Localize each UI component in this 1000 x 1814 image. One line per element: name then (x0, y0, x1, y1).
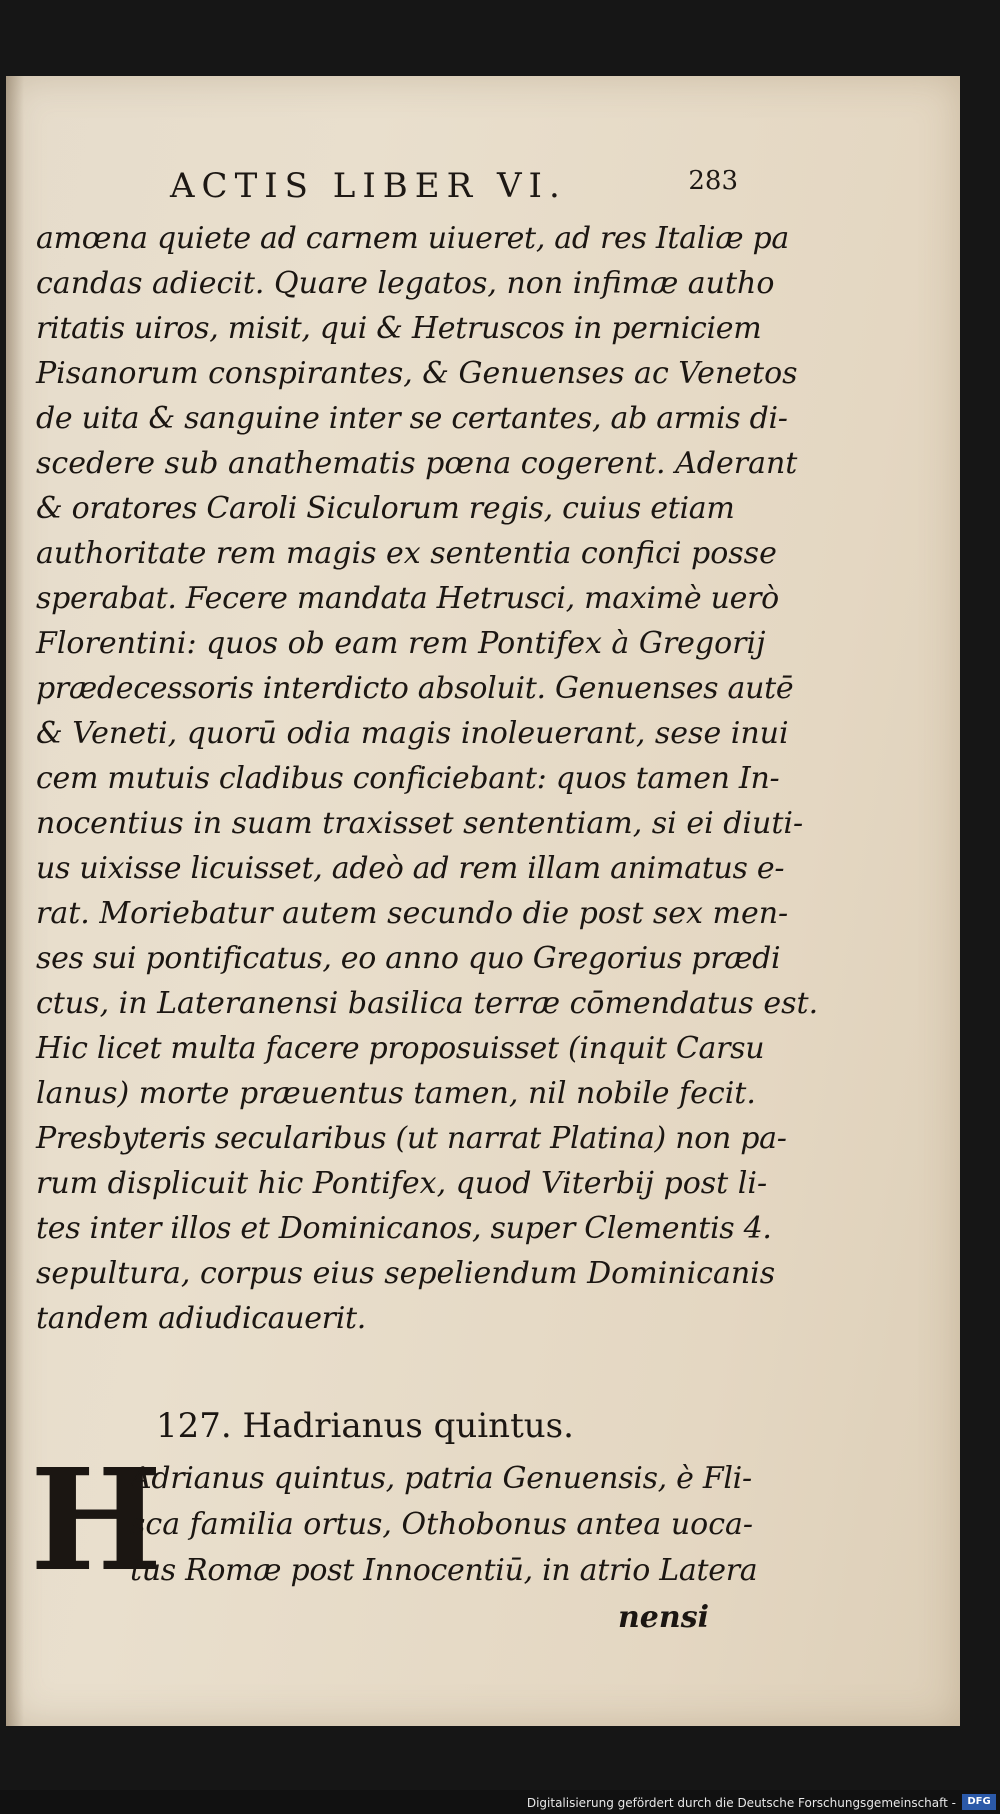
footer-bar (0, 1790, 1000, 1814)
dfg-logo-icon: DFG (962, 1794, 996, 1810)
text-line: & oratores Caroli Siculorum regis, cuius etiam (36, 491, 735, 526)
text-line: nocentius in suam traxisset sententiam, si ei diuti- (36, 806, 804, 841)
text-line: de uita & sanguine inter se certantes, ab armis di- (36, 401, 788, 436)
text-line: lanus) morte præuentus tamen, nil nobile fecit. (36, 1076, 756, 1111)
text-line: authoritate rem magis ex sententia confici posse (36, 536, 777, 571)
section-heading: 127. Hadrianus quintus. (156, 1406, 574, 1446)
text-line: ses sui pontificatus, eo anno quo Gregorius prædi (36, 941, 781, 976)
text-line: Hic licet multa facere proposuisset (inquit Carsu (36, 1031, 765, 1066)
text-line: scedere sub anathematis pœna cogerent. Aderant (36, 446, 798, 481)
text-line: cem mutuis cladibus conficiebant: quos tamen In- (36, 761, 780, 796)
main-text-block (36, 216, 819, 1341)
book-page (6, 76, 960, 1726)
text-line: tandem adiudicauerit. (36, 1301, 366, 1336)
text-line: Adrianus quintus, patria Genuensis, è Fli- (130, 1461, 752, 1496)
text-line: rat. Moriebatur autem secundo die post sex men- (36, 896, 789, 931)
page-number: 283 (688, 166, 738, 196)
text-line: amœna quiete ad carnem uiueret, ad res Italiæ pa (36, 221, 789, 256)
second-paragraph (130, 1456, 758, 1594)
text-line: sca familia ortus, Othobonus antea uoca- (130, 1507, 754, 1542)
running-title: ACTIS LIBER VI. (170, 166, 567, 206)
text-line: sepultura, corpus eius sepeliendum Dominicanis (36, 1256, 776, 1291)
text-line: Pisanorum conspirantes, & Genuenses ac Venetos (36, 356, 798, 391)
text-line: Presbyteris secularibus (ut narrat Platina) non pa- (36, 1121, 787, 1156)
text-line: ritatis uiros, misit, qui & Hetruscos in perniciem (36, 311, 762, 346)
catchword: nensi (618, 1600, 709, 1635)
text-line: sperabat. Fecere mandata Hetrusci, maximè uerò (36, 581, 779, 616)
text-line: tus Romæ post Innocentiū, in atrio Latera (130, 1553, 758, 1588)
text-line: & Veneti, quorū odia magis inoleuerant, sese inui (36, 716, 789, 751)
text-line: us uixisse licuisset, adeò ad rem illam animatus e- (36, 851, 785, 886)
text-line: prædecessoris interdicto absoluit. Genuenses autē (36, 671, 794, 706)
funding-notice: Digitalisierung gefördert durch die Deutsche Forschungsgemeinschaft - (526, 1796, 956, 1810)
page-header (170, 166, 738, 208)
text-line: Florentini: quos ob eam rem Pontifex à Gregorij (36, 626, 766, 661)
text-line: rum displicuit hic Pontifex, quod Viterbij post li- (36, 1166, 768, 1201)
text-line: ctus, in Lateranensi basilica terræ cōmendatus est. (36, 986, 819, 1021)
decorated-initial: H (30, 1439, 163, 1603)
text-line: candas adiecit. Quare legatos, non infimæ autho (36, 266, 775, 301)
text-line: tes inter illos et Dominicanos, super Clementis 4. (36, 1211, 772, 1246)
